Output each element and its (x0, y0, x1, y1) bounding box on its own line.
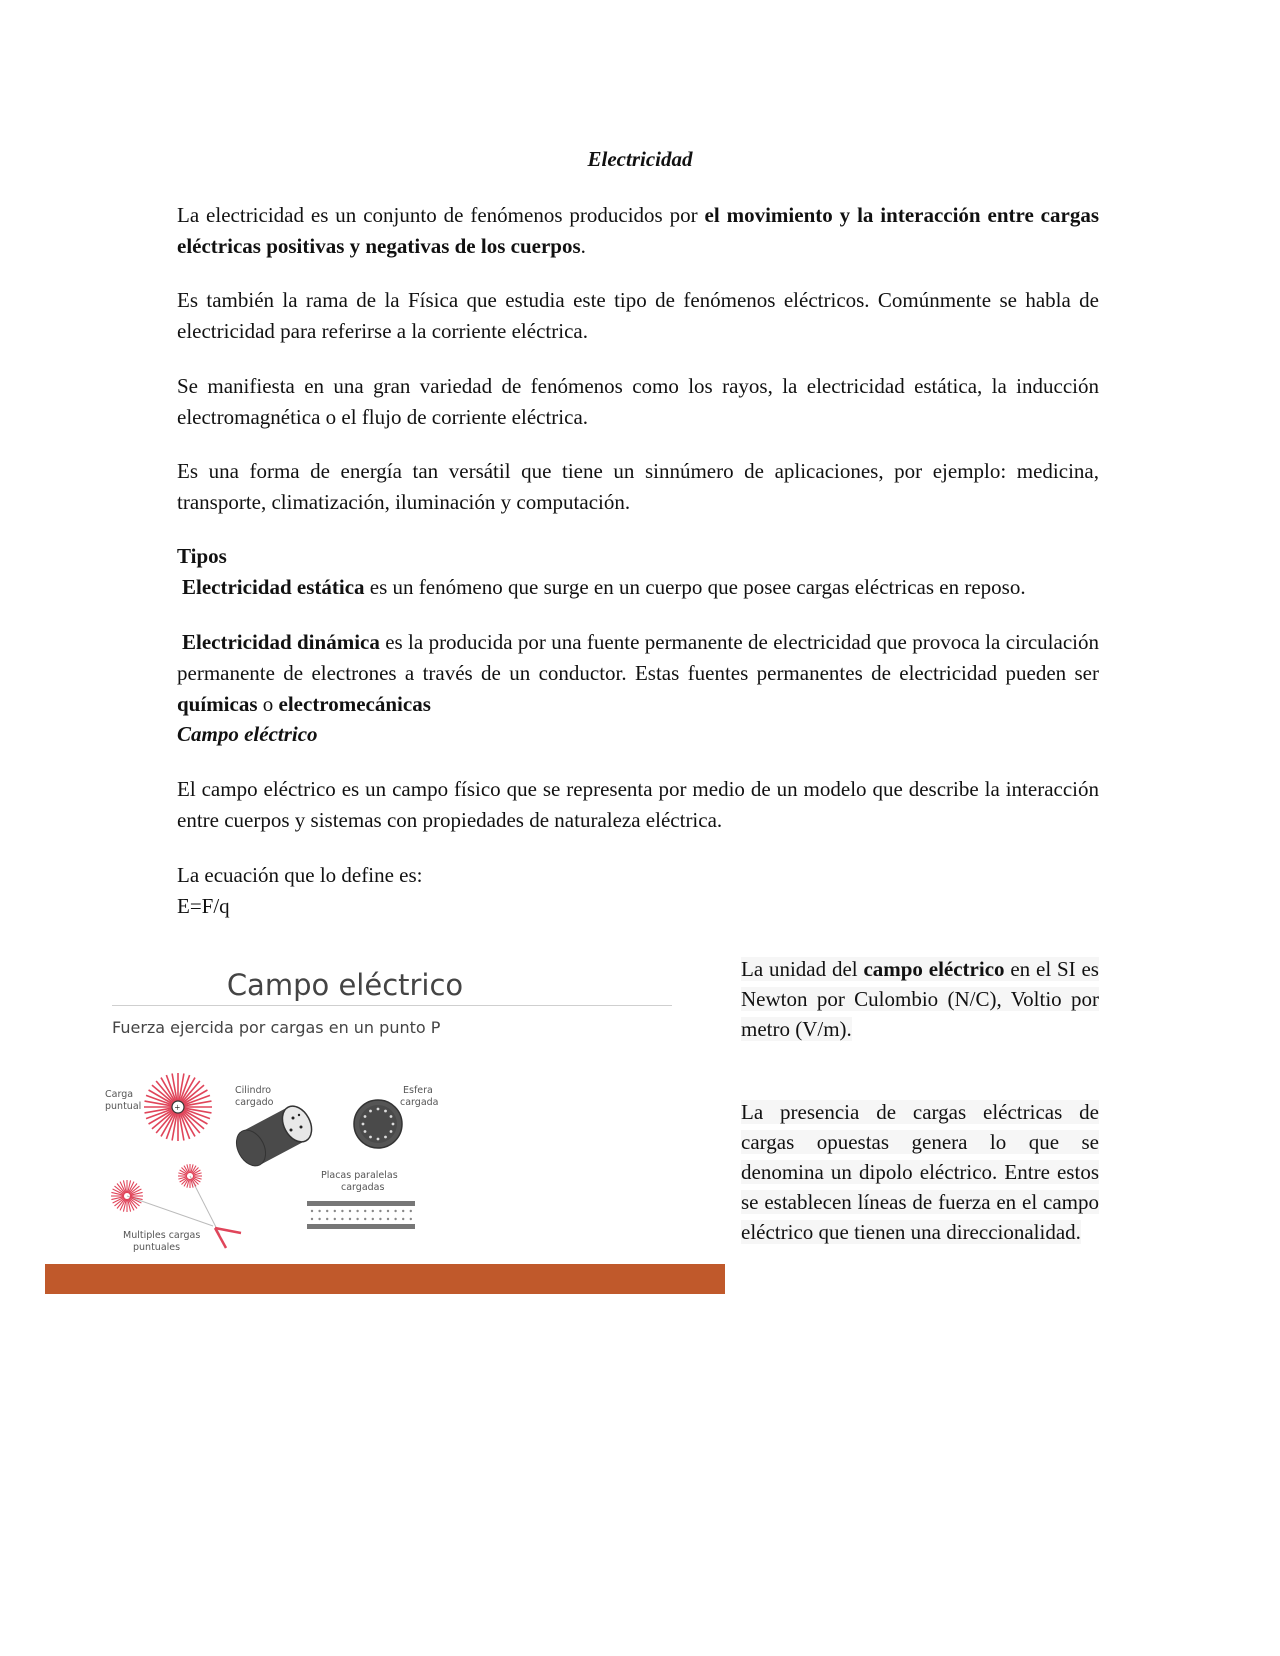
point-charge-illustration (144, 1073, 212, 1141)
text: en el SI es Newton por Culombio (N/C), Voltio por metro (V/m). (741, 957, 1099, 1041)
heading-text: Campo eléctrico (177, 722, 318, 746)
figure-footer-band (45, 1264, 725, 1294)
paragraph-applications: Es una forma de energía tan versátil que tiene un sinnúmero de aplicaciones, por ejemplo: medicina, transporte, climatización, iluminación y computación. (177, 459, 1099, 514)
bold-text: Electricidad dinámica (182, 630, 380, 654)
document-title: Electricidad (587, 147, 693, 171)
figure-slide (45, 952, 725, 1294)
highlight-text: La presencia de cargas eléctricas de cargas opuestas genera lo que se denomina un dipolo eléctrico. Entre estos se establecen líneas de fuerza en el campo eléctrico que tienen una direccionalidad. (741, 1100, 1099, 1244)
charged-sphere-illustration (354, 1100, 402, 1148)
bold-text: electromecánicas (278, 692, 431, 716)
svg-text:+: + (174, 1103, 181, 1114)
figure-illustration (45, 952, 725, 1294)
label-placas-cargadas: cargadas (341, 1182, 385, 1193)
label-puntual: puntual (105, 1101, 142, 1112)
bold-text: químicas (177, 692, 258, 716)
paragraph-definition (177, 200, 1099, 262)
paragraph-field-definition: El campo eléctrico es un campo físico que se representa por medio de un modelo que describe la interacción entre cuerpos y sistemas con propiedades de naturaleza eléctrica. (177, 777, 1099, 832)
paragraph-dipole (741, 1097, 1099, 1247)
bold-text: Electricidad estática (182, 575, 365, 599)
label-esfera-cargada: cargada (400, 1097, 439, 1108)
heading-text: Tipos (177, 544, 227, 568)
text: La unidad del (741, 957, 864, 981)
figure-subtitle: Fuerza ejercida por cargas en un punto P (112, 1018, 441, 1037)
label-carga: Carga (105, 1089, 134, 1100)
label-esfera: Esfera (403, 1085, 433, 1096)
paragraph-equation-intro: La ecuación que lo define es: (177, 863, 423, 887)
heading-tipos (177, 541, 1099, 572)
highlight (741, 957, 1099, 1041)
label-cilindro: Cilindro (235, 1085, 272, 1096)
label-multiples: Multiples cargas (123, 1230, 201, 1241)
bold-text: campo eléctrico (863, 957, 1005, 981)
text: La electricidad es un conjunto de fenómenos producidos por (177, 203, 705, 227)
parallel-plates-illustration (307, 1201, 415, 1229)
figure-title: Campo eléctrico (226, 968, 464, 1002)
paragraph-field-unit (741, 954, 1099, 1044)
text: o (257, 692, 279, 716)
paragraph-phenomena: Se manifiesta en una gran variedad de fenómenos como los rayos, la electricidad estática, la inducción electromagnética o el flujo de corriente eléctrica. (177, 374, 1099, 429)
heading-campo-electrico (177, 719, 1099, 750)
text: es un fenómeno que surge en un cuerpo que posee cargas eléctricas en reposo. (364, 575, 1026, 599)
paragraph-physics-branch: Es también la rama de la Física que estudia este tipo de fenómenos eléctricos. Comúnmente se habla de electricidad para referirse a la corriente eléctrica. (177, 288, 1099, 343)
equation: E=F/q (177, 894, 230, 918)
label-placas: Placas paralelas (321, 1170, 398, 1181)
bold-text: el movimiento y la interacción entre cargas eléctricas positivas y negativas de los cuerpos (177, 203, 1099, 258)
paragraph-static (177, 572, 1099, 603)
label-cilindro-cargado: cargado (235, 1097, 274, 1108)
text: . (580, 234, 586, 258)
paragraph-dynamic (177, 627, 1099, 720)
charged-cylinder-illustration (231, 1101, 318, 1171)
text: es la producida por una fuente permanente de electricidad que provoca la circulación permanente de electrones a través de un conductor. Estas fuentes permanentes de electricidad pueden ser (177, 630, 1099, 685)
label-multiples-puntuales: puntuales (133, 1242, 181, 1253)
